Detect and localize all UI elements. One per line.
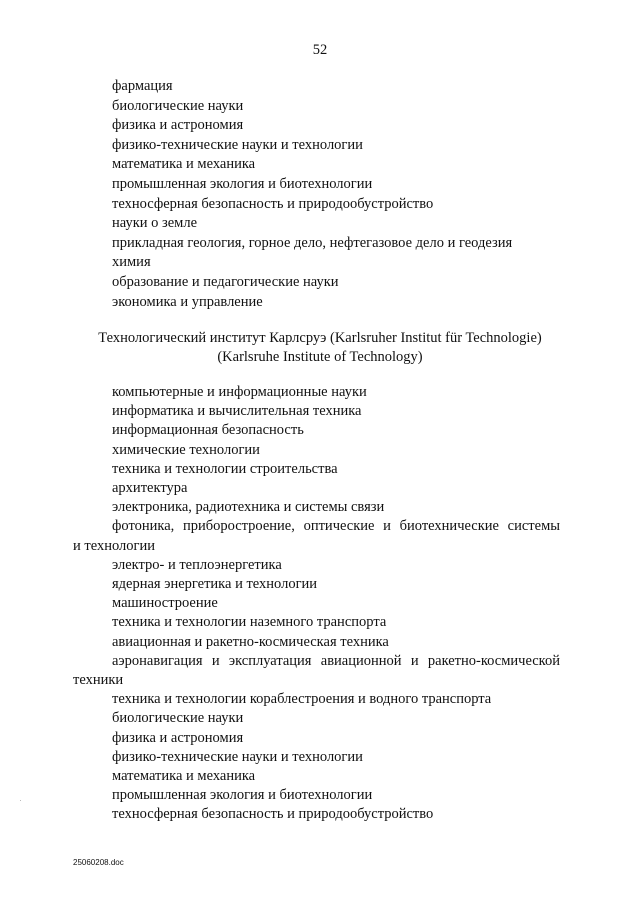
list-item: химия [112, 254, 151, 271]
list-item: промышленная экология и биотехнологии [112, 175, 373, 192]
list-item: экономика и управление [112, 293, 263, 310]
page-number: 52 [312, 42, 328, 58]
list-item: образование и педагогические науки [112, 273, 339, 290]
list-item-continuation: и технологии [73, 537, 155, 554]
list-item: физико-технические науки и технологии [112, 136, 363, 153]
list-item: информационная безопасность [112, 422, 304, 439]
list-item: информатика и вычислительная техника [112, 403, 362, 420]
list-item: архитектура [112, 480, 188, 497]
list-item: биологические науки [112, 97, 244, 114]
field-list-kit [0, 383, 640, 825]
institute-name-english: (Karlsruhe Institute of Technology) [217, 349, 423, 365]
institute-name: Технологический институт Карлсруэ (Karlsruher Institut für Technologie) [98, 330, 542, 346]
list-item: физика и астрономия [112, 117, 244, 134]
list-item: физика и астрономия [112, 729, 244, 746]
list-item: техносферная безопасность и природообустройство [112, 195, 434, 212]
list-item: авиационная и ракетно-космическая техника [112, 633, 389, 650]
list-item: компьютерные и информационные науки [112, 384, 367, 400]
list-item: науки о земле [112, 215, 198, 232]
list-item: математика и механика [112, 768, 256, 785]
list-item: фармация [112, 78, 173, 94]
list-item: математика и механика [112, 156, 256, 173]
list-item: фотоника, приборостроение, оптические и биотехнические системы [112, 518, 560, 535]
margin-dot [20, 800, 21, 801]
list-item: техника и технологии строительства [112, 460, 338, 477]
list-item-continuation: техники [73, 672, 124, 689]
footer-filename: 25060208.doc [73, 858, 124, 867]
list-item: прикладная геология, горное дело, нефтегазовое дело и геодезия [112, 234, 513, 251]
list-item: физико-технические науки и технологии [112, 748, 363, 765]
list-item: техносферная безопасность и природообустройство [112, 806, 434, 823]
list-item: ядерная энергетика и технологии [112, 576, 318, 593]
list-item: промышленная экология и биотехнологии [112, 787, 373, 804]
list-item: химические технологии [112, 441, 260, 458]
list-item: биологические науки [112, 710, 244, 727]
list-item: машиностроение [112, 595, 218, 612]
field-list-previous [0, 77, 640, 312]
list-item: электроника, радиотехника и системы связи [112, 499, 385, 516]
list-item: электро- и теплоэнергетика [112, 556, 282, 573]
list-item: техника и технологии кораблестроения и водного транспорта [112, 691, 492, 708]
list-item: техника и технологии наземного транспорта [112, 614, 387, 631]
institute-heading [0, 329, 640, 367]
list-item: аэронавигация и эксплуатация авиационной и ракетно-космической [112, 652, 560, 669]
